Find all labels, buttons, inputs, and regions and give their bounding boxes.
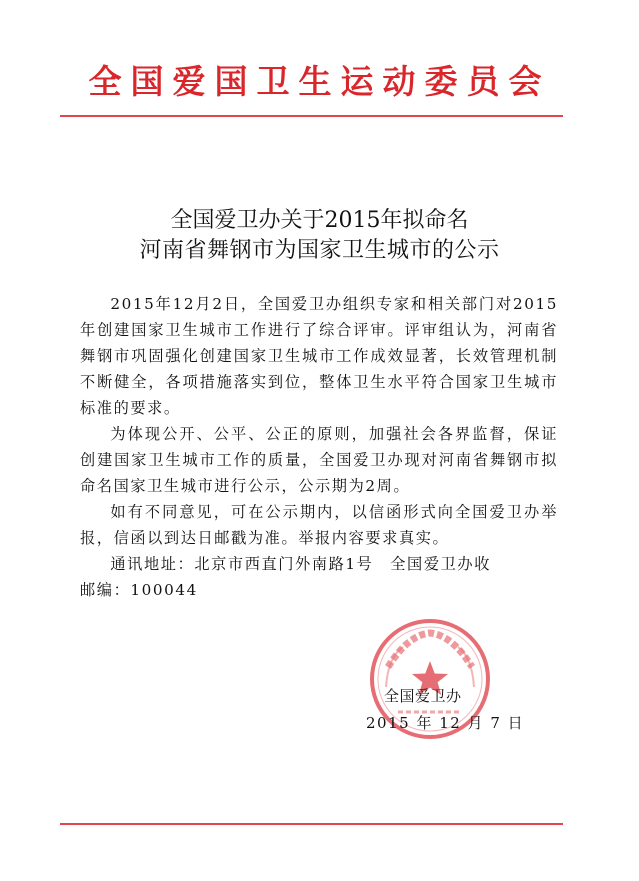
- paragraph-review-result: 2015年12月2日，全国爱卫办组织专家和相关部门对2015年创建国家卫生城市工作进行了综合评审。评审组认为，河南省舞钢市巩固强化创建国家卫生城市工作成效显著，长效管理机制不断健全，各项措施落实到位，整体卫生水平符合国家卫生城市标准的要求。: [80, 295, 558, 417]
- letterhead-title: 全国爱国卫生运动委员会: [88, 62, 551, 101]
- signature-organization: 全国爱卫办: [384, 687, 462, 705]
- document-title-line-2: 河南省舞钢市为国家卫生城市的公示: [139, 238, 500, 263]
- footer-divider: [60, 823, 563, 825]
- header-divider: [60, 115, 563, 117]
- paragraph-publicity: 为体现公开、公平、公正的原则，加强社会各界监督，保证创建国家卫生城市工作的质量，全国爱卫办现对河南省舞钢市拟命名国家卫生城市进行公示，公示期为2周。: [80, 425, 558, 495]
- postal-code: 邮编：100044: [80, 581, 198, 599]
- document-title-line-1: 全国爱卫办关于2015年拟命名: [170, 208, 469, 233]
- paragraph-objection: 如有不同意见，可在公示期内，以信函形式向全国爱卫办举报，信函以到达日邮戳为准。举报内容要求真实。: [80, 503, 558, 547]
- mailing-address: 通讯地址：北京市西直门外南路1号 全国爱卫办收: [110, 555, 491, 573]
- signature-date: 2015 年 12 月 7 日: [366, 714, 525, 732]
- document-body: [80, 291, 558, 603]
